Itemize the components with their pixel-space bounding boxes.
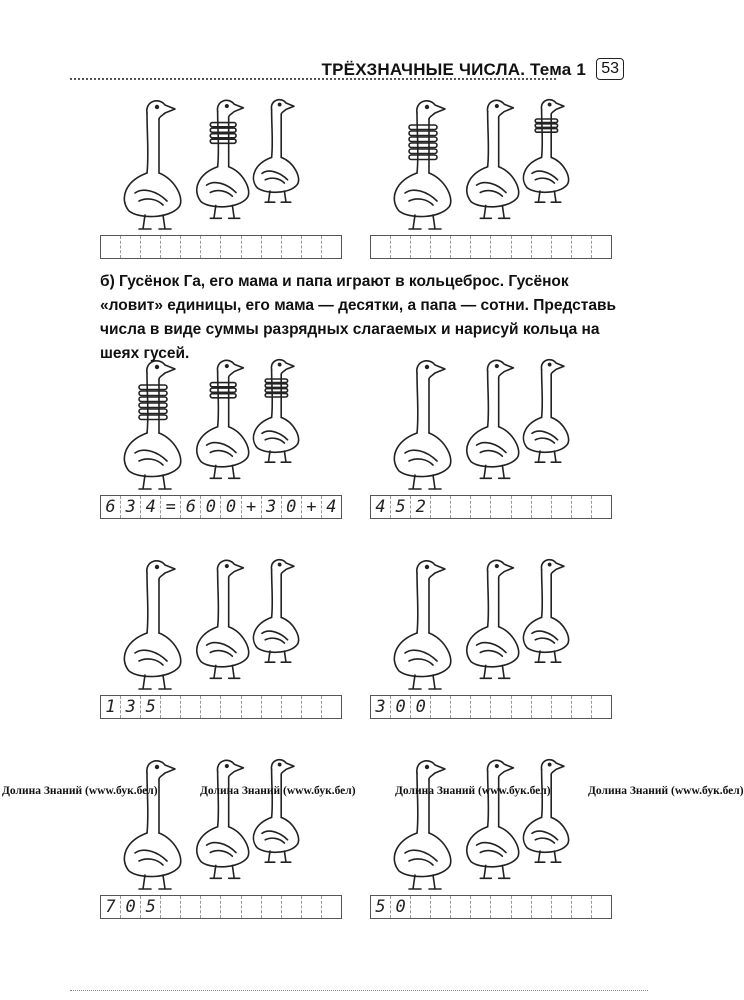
answer-cell[interactable] (371, 236, 391, 258)
mother-goose (467, 100, 519, 218)
gosling (523, 360, 568, 463)
answer-cell[interactable] (121, 236, 141, 258)
answer-cell[interactable]: 3 (121, 696, 141, 718)
answer-cell[interactable]: 7 (101, 896, 121, 918)
answer-cell[interactable] (181, 896, 201, 918)
ring (265, 393, 287, 397)
father-goose (394, 561, 450, 689)
watermark: Долина Знаний (www.бук.бел) (200, 785, 356, 797)
geese-illustration (100, 95, 350, 230)
answer-cells[interactable] (370, 495, 612, 519)
answer-cell[interactable] (262, 696, 282, 718)
geese-illustration (100, 755, 350, 890)
answer-cell[interactable] (322, 236, 341, 258)
watermark: Долина Знаний (www.бук.бел) (2, 785, 158, 797)
answer-cell[interactable]: 5 (371, 896, 391, 918)
page-header (70, 58, 626, 84)
gosling (523, 560, 568, 663)
watermark: Долина Знаний (www.бук.бел) (395, 785, 551, 797)
answer-cell[interactable] (491, 896, 511, 918)
answer-cell[interactable] (451, 896, 471, 918)
page-number: 53 (596, 58, 624, 80)
answer-cell[interactable] (161, 896, 181, 918)
ring (210, 383, 236, 387)
answer-cell[interactable]: 3 (121, 496, 141, 518)
answer-cell[interactable] (532, 496, 552, 518)
answer-cell[interactable] (572, 496, 592, 518)
answer-cell[interactable] (431, 236, 451, 258)
ring (139, 403, 167, 408)
goose-group-top-left (100, 95, 350, 265)
ring (210, 394, 236, 398)
answer-cells[interactable] (100, 695, 342, 719)
ring (139, 397, 167, 402)
ring (139, 415, 167, 420)
ring (409, 143, 437, 148)
answer-cell[interactable]: 5 (391, 496, 411, 518)
answer-cell[interactable]: 0 (121, 896, 141, 918)
mother-goose (467, 760, 519, 878)
gosling (253, 560, 298, 663)
exercise-705 (100, 755, 350, 925)
mother-goose (467, 360, 519, 478)
answer-cell[interactable] (451, 236, 471, 258)
answer-cell[interactable] (592, 896, 611, 918)
answer-cell[interactable] (201, 696, 221, 718)
exercise-300 (370, 555, 620, 725)
answer-cell[interactable] (221, 896, 241, 918)
mother-goose (467, 560, 519, 678)
father-goose (124, 361, 180, 489)
answer-cell[interactable]: 6 (181, 496, 201, 518)
geese-illustration (370, 555, 620, 690)
gosling (253, 760, 298, 863)
father-goose (124, 101, 180, 229)
ring (265, 389, 287, 393)
father-goose (124, 561, 180, 689)
ring (535, 124, 557, 128)
answer-cell[interactable] (242, 696, 262, 718)
mother-goose (197, 100, 249, 218)
answer-cell[interactable] (532, 236, 552, 258)
answer-cell[interactable] (431, 496, 451, 518)
answer-cell[interactable] (322, 696, 341, 718)
gosling (523, 100, 568, 203)
ring (409, 131, 437, 136)
answer-cell[interactable] (302, 236, 322, 258)
answer-cell[interactable]: 0 (282, 496, 302, 518)
answer-cell[interactable]: = (161, 496, 181, 518)
geese-illustration (370, 95, 620, 230)
answer-cell[interactable] (201, 896, 221, 918)
ring (409, 137, 437, 142)
answer-cell[interactable] (282, 896, 302, 918)
answer-cell[interactable]: 0 (221, 496, 241, 518)
answer-cell[interactable] (592, 496, 611, 518)
father-goose (394, 361, 450, 489)
ring (210, 128, 236, 132)
answer-cell[interactable] (201, 236, 221, 258)
answer-cell[interactable]: 1 (101, 696, 121, 718)
answer-cell[interactable] (161, 236, 181, 258)
answer-cell[interactable] (512, 896, 532, 918)
exercise-50 (370, 755, 620, 925)
answer-cells[interactable] (370, 695, 612, 719)
answer-cell[interactable]: 4 (326, 497, 337, 517)
mother-goose (197, 560, 249, 678)
answer-cell[interactable] (572, 896, 592, 918)
answer-cell[interactable] (512, 236, 532, 258)
task-instruction: б) Гусёнок Га, его мама и папа играют в кольцеброс. Гусёнок «ловит» единицы, его мама — десятки, а папа — сотни. Представь числа в виде суммы разрядных слагаемых и нарисуй кольца на шеях гусей. (100, 273, 617, 362)
answer-cell[interactable]: 0 (391, 896, 411, 918)
geese-illustration (100, 355, 350, 490)
answer-cells[interactable] (370, 895, 612, 919)
answer-cell[interactable] (471, 236, 491, 258)
answer-cell[interactable] (282, 236, 302, 258)
answer-cell[interactable] (491, 236, 511, 258)
answer-cell[interactable] (431, 896, 451, 918)
ring (210, 123, 236, 127)
watermark: Долина Знаний (www.бук.бел) (588, 785, 744, 797)
answer-cell[interactable]: 5 (141, 896, 161, 918)
answer-cell[interactable]: 4 (141, 496, 161, 518)
goose-group-top-right (370, 95, 620, 265)
answer-cells[interactable] (370, 235, 612, 259)
answer-cell[interactable]: 2 (411, 496, 431, 518)
answer-cell[interactable] (552, 896, 572, 918)
answer-cell[interactable] (532, 696, 552, 718)
answer-cell[interactable] (302, 896, 322, 918)
answer-cell[interactable] (512, 696, 532, 718)
answer-cells[interactable] (100, 495, 342, 519)
answer-cell[interactable]: 4 (371, 496, 391, 518)
gosling (253, 360, 298, 463)
exercise-634 (100, 355, 350, 525)
answer-cell[interactable] (592, 696, 611, 718)
answer-cell[interactable] (572, 236, 592, 258)
ring (210, 388, 236, 392)
answer-cell[interactable] (411, 896, 431, 918)
answer-cell[interactable]: + (302, 496, 322, 518)
answer-cell[interactable] (512, 496, 532, 518)
ring (265, 384, 287, 388)
answer-cell[interactable] (431, 696, 451, 718)
answer-cell[interactable] (471, 896, 491, 918)
mother-goose (197, 360, 249, 478)
answer-cell[interactable] (471, 496, 491, 518)
answer-cell[interactable] (181, 696, 201, 718)
answer-cell[interactable] (552, 696, 572, 718)
answer-cell[interactable]: + (242, 496, 262, 518)
chapter-title: ТРЁХЗНАЧНЫЕ ЧИСЛА. Тема 1 (321, 60, 586, 79)
mother-goose (197, 760, 249, 878)
ring (210, 139, 236, 143)
father-goose (124, 761, 180, 889)
answer-cell[interactable] (242, 236, 262, 258)
answer-cell[interactable] (242, 896, 262, 918)
answer-cell[interactable] (282, 696, 302, 718)
answer-cell[interactable] (532, 896, 552, 918)
ring (409, 155, 437, 160)
answer-cell[interactable] (322, 896, 341, 918)
geese-illustration (370, 355, 620, 490)
answer-cell[interactable] (221, 696, 241, 718)
answer-cell[interactable] (451, 496, 471, 518)
answer-cell[interactable]: 0 (411, 696, 431, 718)
footer-rule (70, 990, 648, 991)
father-goose (394, 761, 450, 889)
answer-cells[interactable] (100, 895, 342, 919)
answer-cell[interactable] (491, 696, 511, 718)
answer-cell[interactable] (592, 236, 611, 258)
answer-cell[interactable]: 0 (201, 496, 221, 518)
exercise-452 (370, 355, 620, 525)
answer-cell[interactable]: 3 (371, 696, 391, 718)
geese-illustration (370, 755, 620, 890)
answer-cell[interactable]: 6 (101, 496, 121, 518)
exercise-135 (100, 555, 350, 725)
answer-cell[interactable] (262, 896, 282, 918)
answer-cell[interactable]: 5 (141, 696, 161, 718)
answer-cell[interactable] (302, 696, 322, 718)
ring (535, 129, 557, 133)
answer-cell[interactable] (221, 236, 241, 258)
gosling (253, 100, 298, 203)
answer-cell[interactable]: 3 (262, 496, 282, 518)
ring (139, 385, 167, 390)
ring (139, 391, 167, 396)
answer-cell[interactable] (101, 236, 121, 258)
ring (409, 125, 437, 130)
geese-illustration (100, 555, 350, 690)
answer-cell[interactable] (141, 236, 161, 258)
answer-cell[interactable] (491, 496, 511, 518)
answer-cell[interactable] (391, 236, 411, 258)
ring (535, 119, 557, 123)
ring (210, 134, 236, 138)
gosling (523, 760, 568, 863)
answer-cell[interactable] (471, 696, 491, 718)
ring (265, 379, 287, 383)
answer-cell[interactable] (451, 696, 471, 718)
answer-cell[interactable] (552, 236, 572, 258)
father-goose (394, 101, 450, 229)
ring (409, 149, 437, 154)
answer-cell[interactable] (572, 696, 592, 718)
ring (139, 409, 167, 414)
answer-cells[interactable] (100, 235, 342, 259)
answer-cell[interactable] (552, 496, 572, 518)
answer-cell[interactable] (161, 696, 181, 718)
answer-cell[interactable]: 0 (391, 696, 411, 718)
answer-cell[interactable] (262, 236, 282, 258)
answer-cell[interactable] (411, 236, 431, 258)
answer-cell[interactable] (181, 236, 201, 258)
